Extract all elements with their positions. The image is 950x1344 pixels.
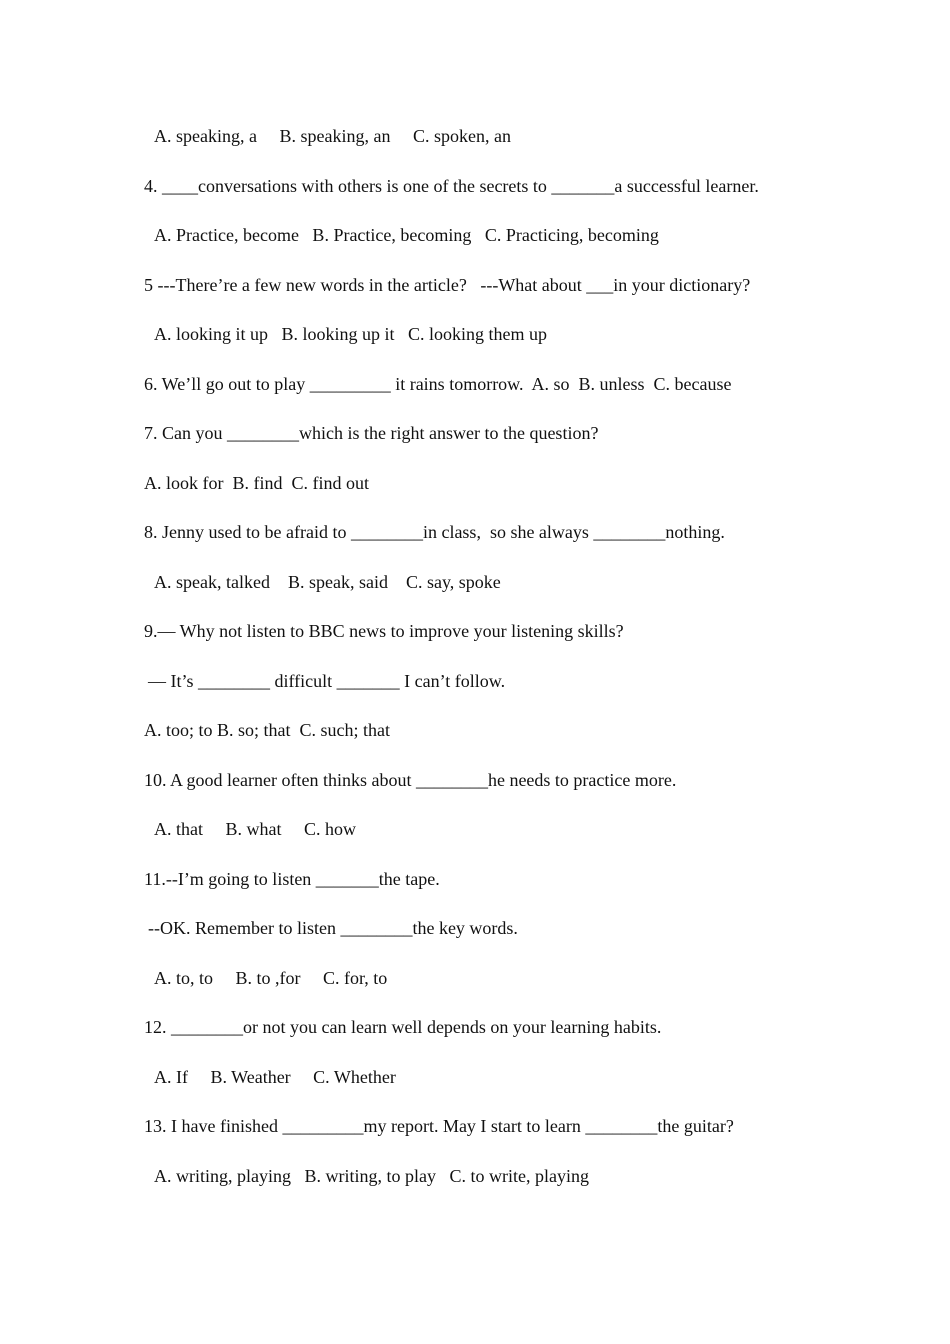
q4-question: 4. ____conversations with others is one of the secrets to _______a successful learner.	[144, 176, 759, 196]
q4-options: A. Practice, become B. Practice, becoming C. Practicing, becoming	[154, 225, 659, 245]
q13-question: 13. I have finished _________my report. May I start to learn ________the guitar?	[144, 1116, 734, 1136]
q9-options: A. too; to B. so; that C. such; that	[144, 720, 390, 740]
q5-question: 5 ---There’re a few new words in the article? ---What about ___in your dictionary?	[144, 275, 751, 295]
q7-options: A. look for B. find C. find out	[144, 473, 369, 493]
q11-question: 11.--I’m going to listen _______the tape.	[144, 869, 440, 889]
q11-response: --OK. Remember to listen ________the key words.	[148, 918, 518, 938]
q8-question: 8. Jenny used to be afraid to ________in class, so she always ________nothing.	[144, 522, 725, 542]
q12-options: A. If B. Weather C. Whether	[154, 1067, 396, 1087]
q12-question: 12. ________or not you can learn well depends on your learning habits.	[144, 1017, 662, 1037]
q5-options: A. looking it up B. looking up it C. looking them up	[154, 324, 548, 344]
q8-options: A. speak, talked B. speak, said C. say, spoke	[154, 572, 501, 592]
q13-options: A. writing, playing B. writing, to play C. to write, playing	[154, 1166, 589, 1186]
q10-options: A. that B. what C. how	[154, 819, 356, 839]
q7-question: 7. Can you ________which is the right answer to the question?	[144, 423, 599, 443]
q9-question: 9.— Why not listen to BBC news to improve your listening skills?	[144, 621, 624, 641]
q9-response: — It’s ________ difficult _______ I can’t follow.	[148, 671, 506, 691]
q10-question: 10. A good learner often thinks about ________he needs to practice more.	[144, 770, 677, 790]
q11-options: A. to, to B. to ,for C. for, to	[154, 968, 388, 988]
q6-question: 6. We’ll go out to play _________ it rains tomorrow. A. so B. unless C. because	[144, 374, 732, 394]
q3-options: A. speaking, a B. speaking, an C. spoken, an	[154, 126, 511, 146]
